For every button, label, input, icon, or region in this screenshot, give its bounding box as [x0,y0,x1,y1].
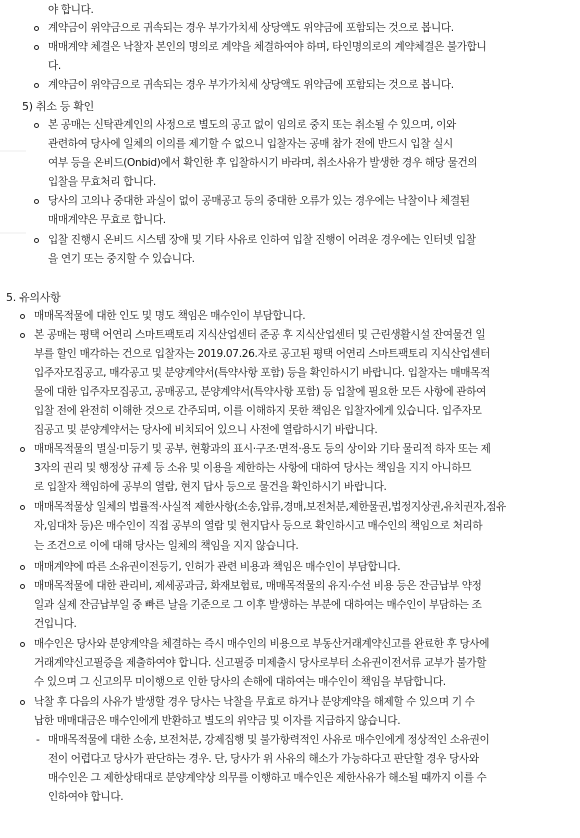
text-line: 매매목적물에 대한 소송, 보전처분, 강제집행 및 불가항력적인 사유로 매수인에게 정상적인 소유권이 [48,734,490,746]
bullet-icon [34,83,39,88]
bullet-icon [20,333,25,338]
dash-marker: - [36,734,40,746]
subsection-heading: 5) 취소 등 확인 [22,100,94,113]
bullet-icon [34,199,39,204]
text-line: 건입니다. [34,618,77,630]
text-line: 매매목적물에 대한 관리비, 제세공과금, 화재보험료, 매매목적물의 유지·수선 비용 등은 잔금납부 약정 [34,580,482,592]
text-line: 전이 어렵다고 당사가 판단하는 경우. 단, 당사가 위 사유의 해소가 가능하다고 판단할 경우 당사와 [48,753,479,765]
text-line: 매매목적물에 대한 인도 및 명도 책임은 매수인이 부담합니다. [34,310,306,322]
bullet-icon [20,314,25,319]
text-line: 입찰 전에 완전히 이해한 것으로 간주되며, 이를 이해하지 못한 책임은 입찰자에게 있습니다. 입주자모 [34,405,482,417]
text-line: 로 입찰자 책임하에 공부의 열람, 현지 답사 등으로 물건을 확인하시기 바랍니다. [34,481,387,493]
text-line: 입주자모집공고, 매각공고 및 분양계약서(특약사항 포함) 등을 확인하시기 바랍니다. 입찰자는 매매목적 [34,367,490,379]
text-line: 3자의 권리 및 행정상 규제 등 소유 및 이용을 제한하는 사항에 대하여 당사는 책임을 지지 아니하므 [34,462,472,474]
bullet-icon [20,642,25,647]
text-line: 집공고 및 분양계약서는 당사에 비치되어 있으니 사전에 열람하시기 바랍니다. [34,424,378,436]
text-line: 납한 매매대금은 매수인에게 반환하고 별도의 위약금 및 이자를 지급하지 않습니다. [34,715,401,727]
bullet-icon [20,447,25,452]
bullet-icon [20,505,25,510]
text-line: 매매계약에 따른 소유권이전등기, 인허가 관련 비용과 책임은 매수인이 부담합니다. [34,561,401,573]
text-line: 수 있으며 그 신고의무 미이행으로 인한 당사의 손해에 대하여는 매수인이 책임을 부담합니다. [34,676,446,688]
text-line: 거래계약신고필증을 제출하여야 합니다. 신고필증 미제출시 당사로부터 소유권이전서류 교부가 불가할 [34,657,487,669]
text-line: 계약금이 위약금으로 귀속되는 경우 부가가치세 상당액도 위약금에 포함되는 것으로 봅니다. [48,79,454,91]
bullet-icon [34,26,39,31]
text-line: 일과 실제 잔금납부일 중 빠른 날을 기준으로 그 이후 발생하는 부분에 대하여는 매수인이 부담하는 조 [34,599,482,611]
bullet-icon [34,45,39,50]
text-line: 본 공매는 평택 어연리 스마트팩토리 지식산업센터 준공 후 지식산업센터 및 근린생활시설 잔여물건 일 [34,329,486,341]
text-line: 매수인은 그 제한상태대로 분양계약상 의무를 이행하고 매수인은 제한사유가 해소될 때까지 이를 수 [48,772,487,784]
text-line: 매수인은 당사와 분양계약을 체결하는 즉시 매수인의 비용으로 부동산거래계약신고를 완료한 후 당사에 [34,638,490,650]
text-line: 계약금이 위약금으로 귀속되는 경우 부가가치세 상당액도 위약금에 포함되는 것으로 봅니다. [48,22,454,34]
text-line: 당사의 고의나 중대한 과실이 없이 공매공고 등의 중대한 오류가 있는 경우에는 낙찰이나 체결된 [48,195,470,207]
text-line: 을 연기 또는 중지할 수 있습니다. [48,253,195,265]
text-line: 여부 등을 온비드(Onbid)에서 확인한 후 입찰하시기 바라며, 취소사유가 발생한 경우 해당 물건의 [48,157,478,169]
bullet-icon [34,123,39,128]
text-line: 본 공매는 신탁관계인의 사정으로 별도의 공고 없이 임의로 중지 또는 취소될 수 있으며, 이와 [48,119,456,131]
text-line: 인하여야 합니다. [48,791,124,803]
text-line: 자,임대차 등)은 매수인이 직접 공부의 열람 및 현지답사 등으로 확인하시고 매수인의 책임으로 처리하 [34,520,483,532]
section-heading: 5. 유의사항 [6,291,61,304]
text-line: 부를 할인 매각하는 건으로 입찰자는 2019.07.26.자로 공고된 평택 어연리 스마트팩토리 지식산업센터 [34,348,491,360]
text-line: 는 조건으로 이에 대해 당사는 일체의 책임을 지지 않습니다. [34,540,299,552]
bullet-icon [34,238,39,243]
bullet-icon [20,565,25,570]
text-line: 입찰 진행시 온비드 시스템 장애 및 기타 사유로 인하여 입찰 진행이 어려운 경우에는 인터넷 입찰 [48,234,476,246]
text-line: 매매목적물상 일체의 법률적·사실적 제한사항(소송,압류,경매,보전처분,제한물권,법정지상권,유치권자,점유 [34,501,506,513]
text-line: 입찰을 무효처리 합니다. [48,176,156,188]
bullet-icon [20,700,25,705]
text-line: 매매계약은 무효로 합니다. [48,214,166,226]
text-line: 관련하여 당사에 일체의 이의를 제기할 수 없으니 입찰자는 공매 참가 전에 반드시 입찰 실시 [48,138,453,150]
text-line: 야 합니다. [48,4,94,16]
text-line: 매매계약 체결은 낙찰자 본인의 명의로 계약을 체결하여야 하며, 타인명의로의 계약체결은 불가합니 [48,41,487,53]
bullet-icon [20,584,25,589]
text-line: 물에 대한 입주자모집공고, 공매공고, 분양계약서(특약사항 포함) 등 입찰에 필요한 모든 사항에 관하여 [34,386,487,398]
text-line: 매매목적물의 멸실·미등기 및 공부, 현황과의 표시·구조·면적·용도 등의 상이와 기타 물리적 하자 또는 제 [34,443,491,455]
text-line: 낙찰 후 다음의 사유가 발생할 경우 당사는 낙찰을 무효로 하거나 분양계약을 해제할 수 있으며 기 수 [34,696,475,708]
watermark-left [0,150,26,234]
text-line: 다. [48,60,61,72]
